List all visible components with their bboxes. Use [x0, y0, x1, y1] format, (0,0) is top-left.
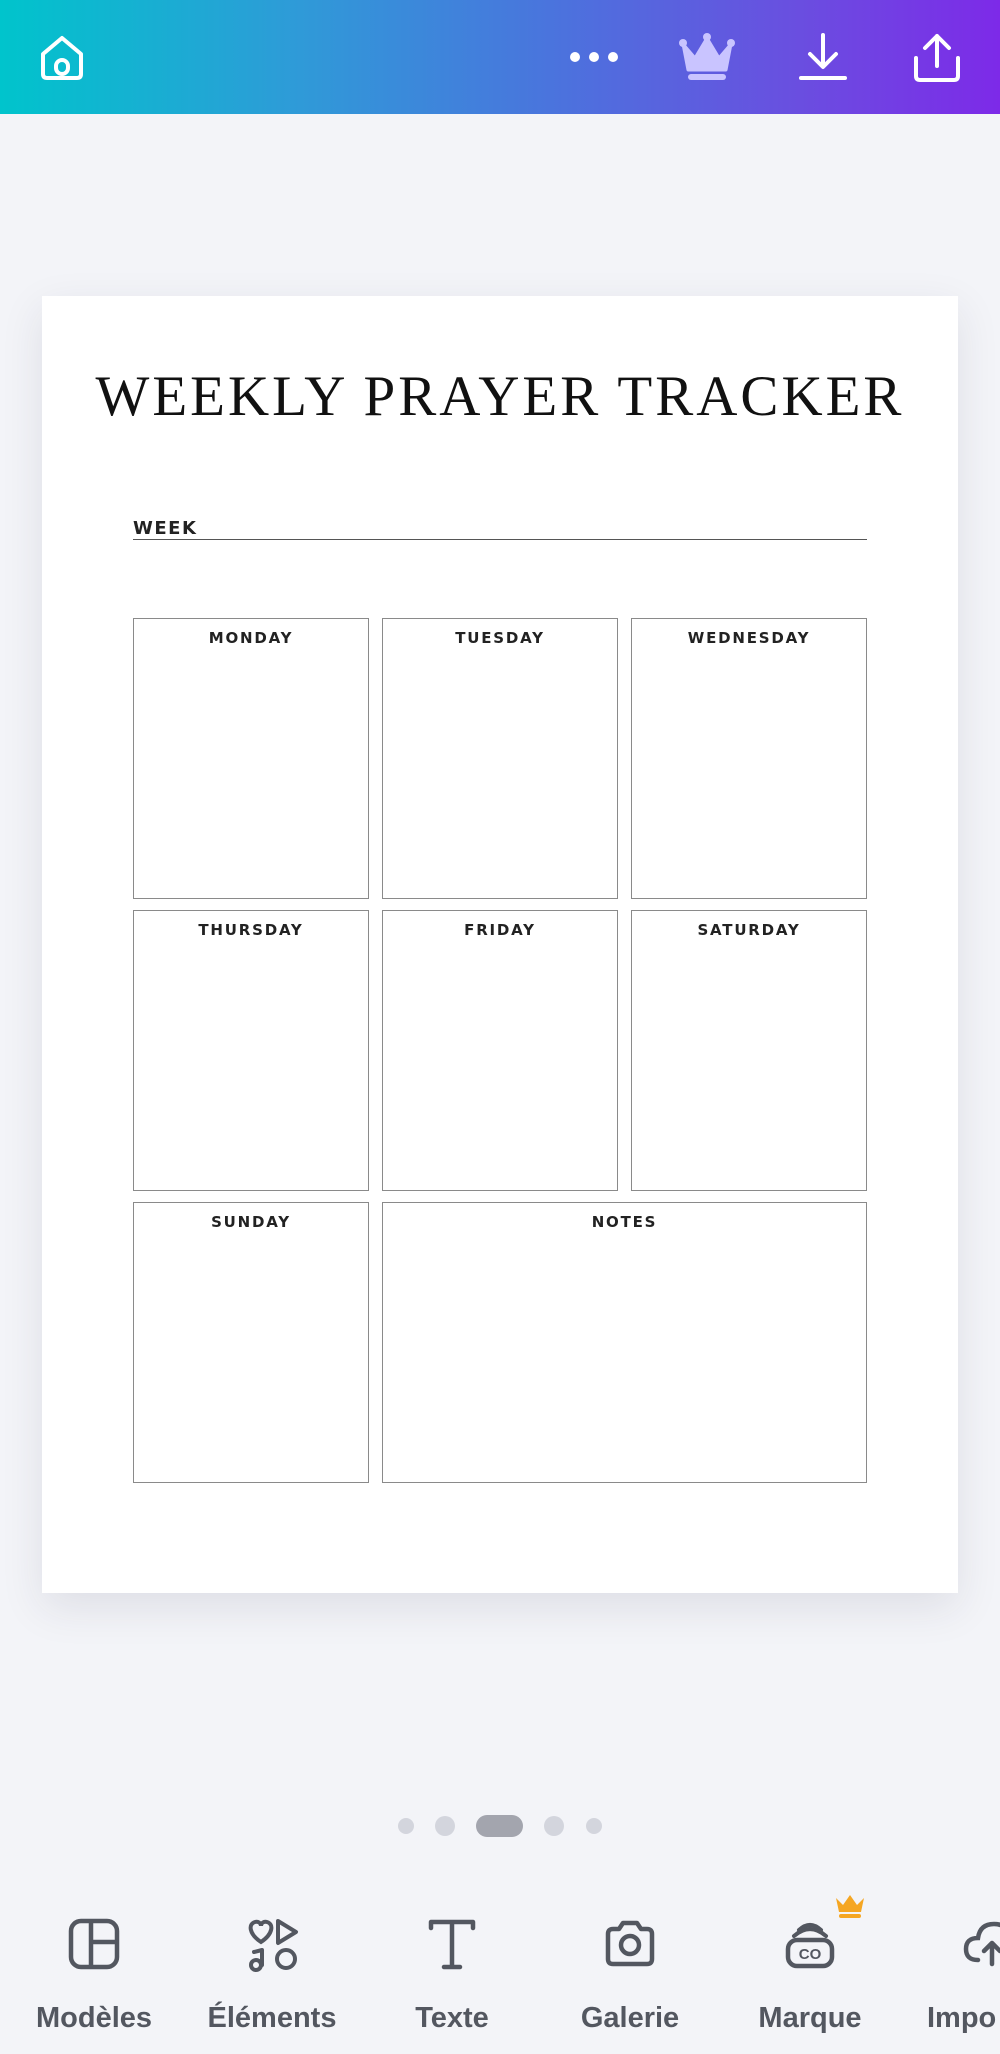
friday-box[interactable]: [382, 910, 618, 1191]
home-icon: [35, 30, 89, 84]
home-button[interactable]: [27, 22, 97, 92]
page-dot[interactable]: [435, 1816, 455, 1836]
tool-text[interactable]: [378, 1868, 526, 2054]
tuesday-box[interactable]: [382, 618, 618, 899]
elements-icon: [242, 1914, 302, 1974]
more-button[interactable]: [559, 22, 629, 92]
download-button[interactable]: [788, 22, 858, 92]
wednesday-label: WEDNESDAY: [687, 629, 811, 647]
monday-box[interactable]: [133, 618, 369, 899]
share-icon: [910, 30, 964, 84]
bottom-toolbar: [0, 1868, 1000, 2054]
premium-button[interactable]: [672, 22, 742, 92]
sunday-box[interactable]: [133, 1202, 369, 1483]
page-title[interactable]: WEEKLY PRAYER TRACKER: [95, 365, 905, 428]
page-dot[interactable]: [398, 1818, 414, 1834]
saturday-label: SATURDAY: [697, 921, 801, 939]
top-toolbar: [0, 0, 1000, 114]
saturday-box[interactable]: [631, 910, 867, 1191]
tool-text-label: Texte: [415, 2002, 489, 2034]
tool-brand-label: Marque: [758, 2002, 862, 2034]
svg-text:CO: CO: [798, 1946, 822, 1963]
friday-label: FRIDAY: [464, 921, 536, 939]
tuesday-label: TUESDAY: [455, 629, 545, 647]
upload-cloud-icon: [962, 1914, 1000, 1974]
notes-label: NOTES: [591, 1213, 658, 1231]
page-dot[interactable]: [544, 1816, 564, 1836]
thursday-label: THURSDAY: [198, 921, 304, 939]
share-button[interactable]: [902, 22, 972, 92]
tool-uploads[interactable]: [912, 1868, 1000, 2054]
tool-uploads-label: Impo: [927, 2002, 997, 2034]
brand-icon: [780, 1914, 840, 1974]
tool-elements[interactable]: [196, 1868, 348, 2054]
templates-icon: [64, 1914, 124, 1974]
tool-templates[interactable]: [20, 1868, 168, 2054]
week-label[interactable]: WEEK: [133, 518, 198, 539]
tool-templates-label: Modèles: [35, 2002, 153, 2034]
tool-brand[interactable]: [736, 1868, 884, 2054]
notes-box[interactable]: [382, 1202, 867, 1483]
download-icon: [796, 30, 850, 84]
tool-gallery-label: Galerie: [580, 2002, 680, 2034]
wednesday-box[interactable]: [631, 618, 867, 899]
sunday-label: SUNDAY: [211, 1213, 291, 1231]
more-dots-icon: [567, 47, 621, 67]
camera-icon: [600, 1914, 660, 1974]
tool-gallery[interactable]: [556, 1868, 704, 2054]
crown-icon: [678, 32, 736, 82]
text-icon: [422, 1914, 482, 1974]
tool-elements-label: Éléments: [207, 2002, 337, 2034]
thursday-box[interactable]: [133, 910, 369, 1191]
page-dot-active[interactable]: [476, 1815, 523, 1837]
page-dot[interactable]: [586, 1818, 602, 1834]
week-underline: [133, 539, 867, 540]
monday-label: MONDAY: [208, 629, 294, 647]
